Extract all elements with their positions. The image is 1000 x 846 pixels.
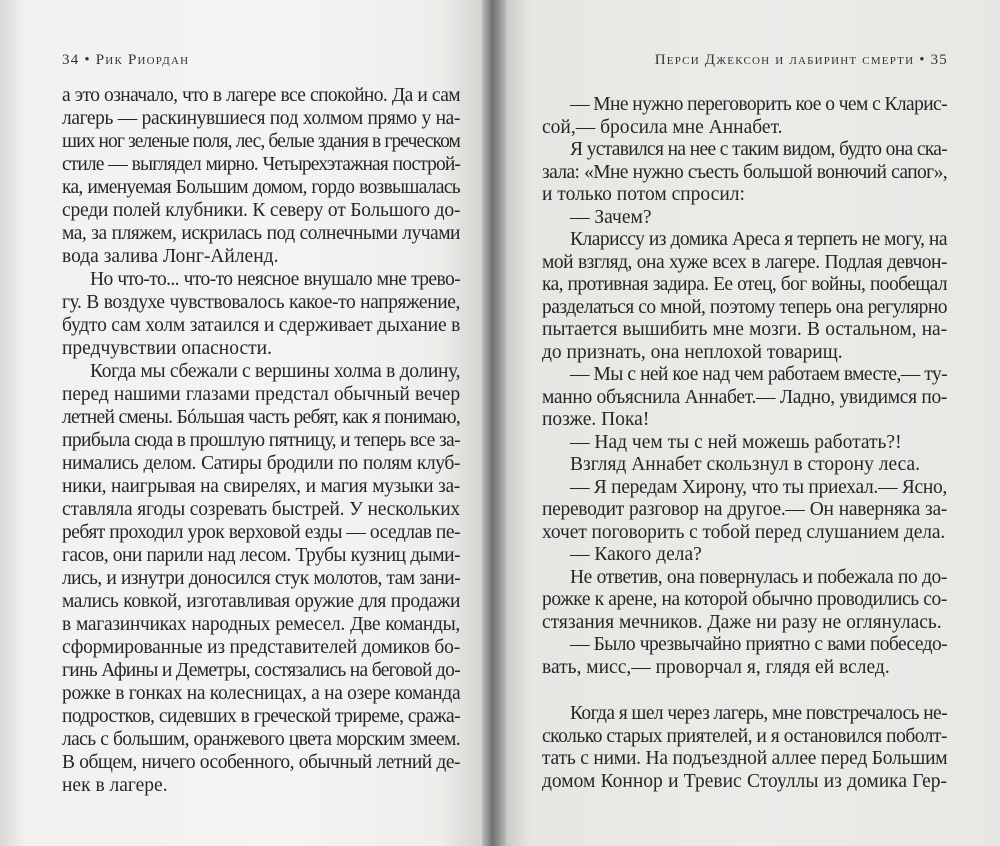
text-line: ма, за пляжем, искрилась под солнечными лучами bbox=[62, 223, 460, 244]
text-line: до признать, она неплохой товарищ. bbox=[542, 341, 843, 363]
text-line: тать с ними. На подъездной аллее перед Большим bbox=[542, 748, 948, 769]
right-running-head bbox=[655, 52, 948, 69]
text-line: вать, мисс,— проворчал я, глядя ей вслед. bbox=[542, 656, 890, 678]
left-running-head bbox=[62, 52, 189, 69]
book-title: Перси Джексон и лабиринт смерти bbox=[654, 52, 915, 68]
text-line: — Мне нужно переговорить кое о чем с Кларис- bbox=[570, 94, 947, 115]
text-line: Клариссу из домика Ареса я терпеть не могу, на bbox=[570, 229, 947, 250]
paragraph bbox=[542, 139, 947, 207]
paragraph bbox=[62, 84, 460, 268]
paragraph bbox=[542, 634, 947, 679]
page-number: 34 bbox=[62, 52, 80, 68]
paragraph bbox=[542, 454, 947, 477]
text-line: — Я передам Хирону, что ты приехал.— Ясно, bbox=[570, 476, 947, 498]
text-line: Когда я шел через лагерь, мне повстречалось не- bbox=[570, 703, 947, 724]
paragraph bbox=[542, 207, 947, 230]
paragraph bbox=[542, 544, 947, 567]
paragraph bbox=[542, 229, 947, 364]
paragraph bbox=[542, 477, 947, 545]
text-line: В общем, ничего особенного, обычный летний де- bbox=[62, 752, 460, 773]
text-line: гу. В воздухе чувствовалось какое-то напряжение, bbox=[62, 292, 460, 313]
text-line: предчувствии опасности. bbox=[62, 338, 272, 359]
text-line: ших ног зеленые поля, лес, белые здания в греческом bbox=[62, 131, 460, 152]
text-line: домом Коннор и Тревис Стоуллы из домика Гер- bbox=[542, 770, 947, 792]
text-line: манно объяснила Аннабет.— Ладно, увидимся по- bbox=[542, 386, 948, 408]
text-line: Взгляд Аннабет скользнул в сторону леса. bbox=[570, 454, 921, 475]
text-line: сой,— бросила мне Аннабет. bbox=[542, 116, 783, 138]
text-line: вода залива Лонг-Айленд. bbox=[62, 246, 279, 267]
text-line: Когда мы сбежали с вершины холма в долину, bbox=[90, 361, 461, 382]
paragraph bbox=[62, 360, 460, 797]
text-line: хочет поговорить с тобой перед слушанием дела. bbox=[542, 521, 946, 543]
text-line: ка, именуемая Большим домом, гордо возвышалась bbox=[62, 177, 460, 198]
text-line: а это означало, что в лагере все спокойно. Да и сам bbox=[62, 85, 460, 106]
text-line: сформированные из представителей домиков бо- bbox=[62, 637, 460, 658]
text-line: позже. Пока! bbox=[542, 409, 650, 430]
paragraph bbox=[542, 94, 947, 139]
text-line: — Было чрезвычайно приятно с вами побеседо- bbox=[570, 634, 947, 655]
text-line: — Какого дела? bbox=[570, 544, 702, 565]
text-line: Но что-то... что-то неясное внушало мне трево- bbox=[90, 269, 460, 290]
text-line: в магазинчиках народных ремесел. Две команды, bbox=[62, 614, 460, 635]
text-line: Не ответив, она повернулась и побежала по до- bbox=[570, 566, 947, 588]
text-line: сколько старых приятелей, и я остановился поболт- bbox=[542, 725, 947, 747]
paragraph bbox=[542, 567, 947, 635]
paragraph bbox=[542, 703, 947, 793]
text-line: среди полей клубники. К северу от Большого до- bbox=[62, 200, 461, 221]
text-line: ка, противная задира. Ее отец, бог войны, пообещал bbox=[542, 274, 947, 295]
section-break bbox=[542, 679, 947, 703]
paragraph bbox=[62, 268, 460, 360]
text-line: будто сам холм затаился и сдерживает дыхание в bbox=[62, 315, 461, 336]
paragraph bbox=[542, 432, 947, 455]
text-line: гинь Афины и Деметры, состязались на беговой до- bbox=[62, 660, 460, 681]
text-line: лагерь — раскинувшиеся под холмом прямо у на- bbox=[62, 108, 460, 129]
text-line: мой взгляд, она хуже всех в лагере. Подлая девчон- bbox=[542, 251, 947, 273]
text-line: нимались делом. Сатиры бродили по полям клуб- bbox=[62, 453, 460, 474]
text-line: гасов, они парили над лесом. Трубы кузниц дыми- bbox=[62, 545, 460, 566]
right-page bbox=[506, 0, 1000, 846]
text-line: ставляла ягоды созревать быстрей. У нескольких bbox=[62, 499, 460, 520]
page-number: 35 bbox=[930, 52, 948, 68]
text-line: стязания мечников. Даже ни разу не оглянулась. bbox=[542, 611, 942, 633]
left-page-text bbox=[62, 84, 460, 797]
text-line: рожке к арене, на которой обычно проводились со- bbox=[542, 589, 947, 610]
text-line: — Мы с ней кое над чем работаем вместе,— ту- bbox=[570, 364, 947, 385]
paragraph bbox=[542, 364, 947, 432]
text-line: мались ковкой, изготавливая оружие для продажи bbox=[62, 591, 460, 612]
text-line: ники, наигрывая на свирелях, и магия музыки за- bbox=[62, 476, 460, 497]
author-name: Рик Риордан bbox=[95, 52, 190, 68]
text-line: — Зачем? bbox=[570, 206, 652, 228]
book-gutter bbox=[482, 0, 508, 846]
text-line: переводит разговор на другое.— Он наверняка за- bbox=[542, 499, 947, 520]
text-line: перед нашими глазами предстал обычный вечер bbox=[62, 384, 460, 405]
text-line: подростков, сидевших в греческой триреме, сража- bbox=[62, 706, 460, 727]
text-line: разделаться со мной, поэтому теперь она регулярно bbox=[542, 296, 947, 318]
text-line: — Над чем ты с ней можешь работать?! bbox=[570, 431, 902, 453]
bullet: • bbox=[84, 52, 91, 68]
right-page-text bbox=[542, 94, 947, 793]
text-line: ребят проходил урок верховой езды — оседлав пе- bbox=[62, 522, 460, 543]
text-line: лась с большим, оранжевого цвета морским змеем. bbox=[62, 729, 460, 750]
text-line: пытается вышибить мне мозги. В остальном, на- bbox=[542, 319, 947, 340]
text-line: летней смены. Бóльшая часть ребят, как я понимаю, bbox=[62, 407, 460, 428]
text-line: лись, и изнутри доносился стук молотов, там зани- bbox=[62, 568, 460, 589]
text-line: стиле — выглядел мирно. Четырехэтажная построй- bbox=[62, 154, 460, 175]
text-line: рожке в гонках на колесницах, а на озере команда bbox=[62, 683, 461, 704]
text-line: и только потом спросил: bbox=[542, 184, 745, 205]
text-line: зала: «Мне нужно съесть большой вонючий сапог», bbox=[542, 161, 947, 183]
text-line: прибыла сюда в прошлую пятницу, и теперь все за- bbox=[62, 430, 460, 451]
text-line: Я уставился на нее с таким видом, будто она ска- bbox=[570, 139, 947, 160]
bullet: • bbox=[919, 52, 926, 68]
text-line: нек в лагере. bbox=[62, 775, 168, 796]
left-page bbox=[0, 0, 488, 846]
